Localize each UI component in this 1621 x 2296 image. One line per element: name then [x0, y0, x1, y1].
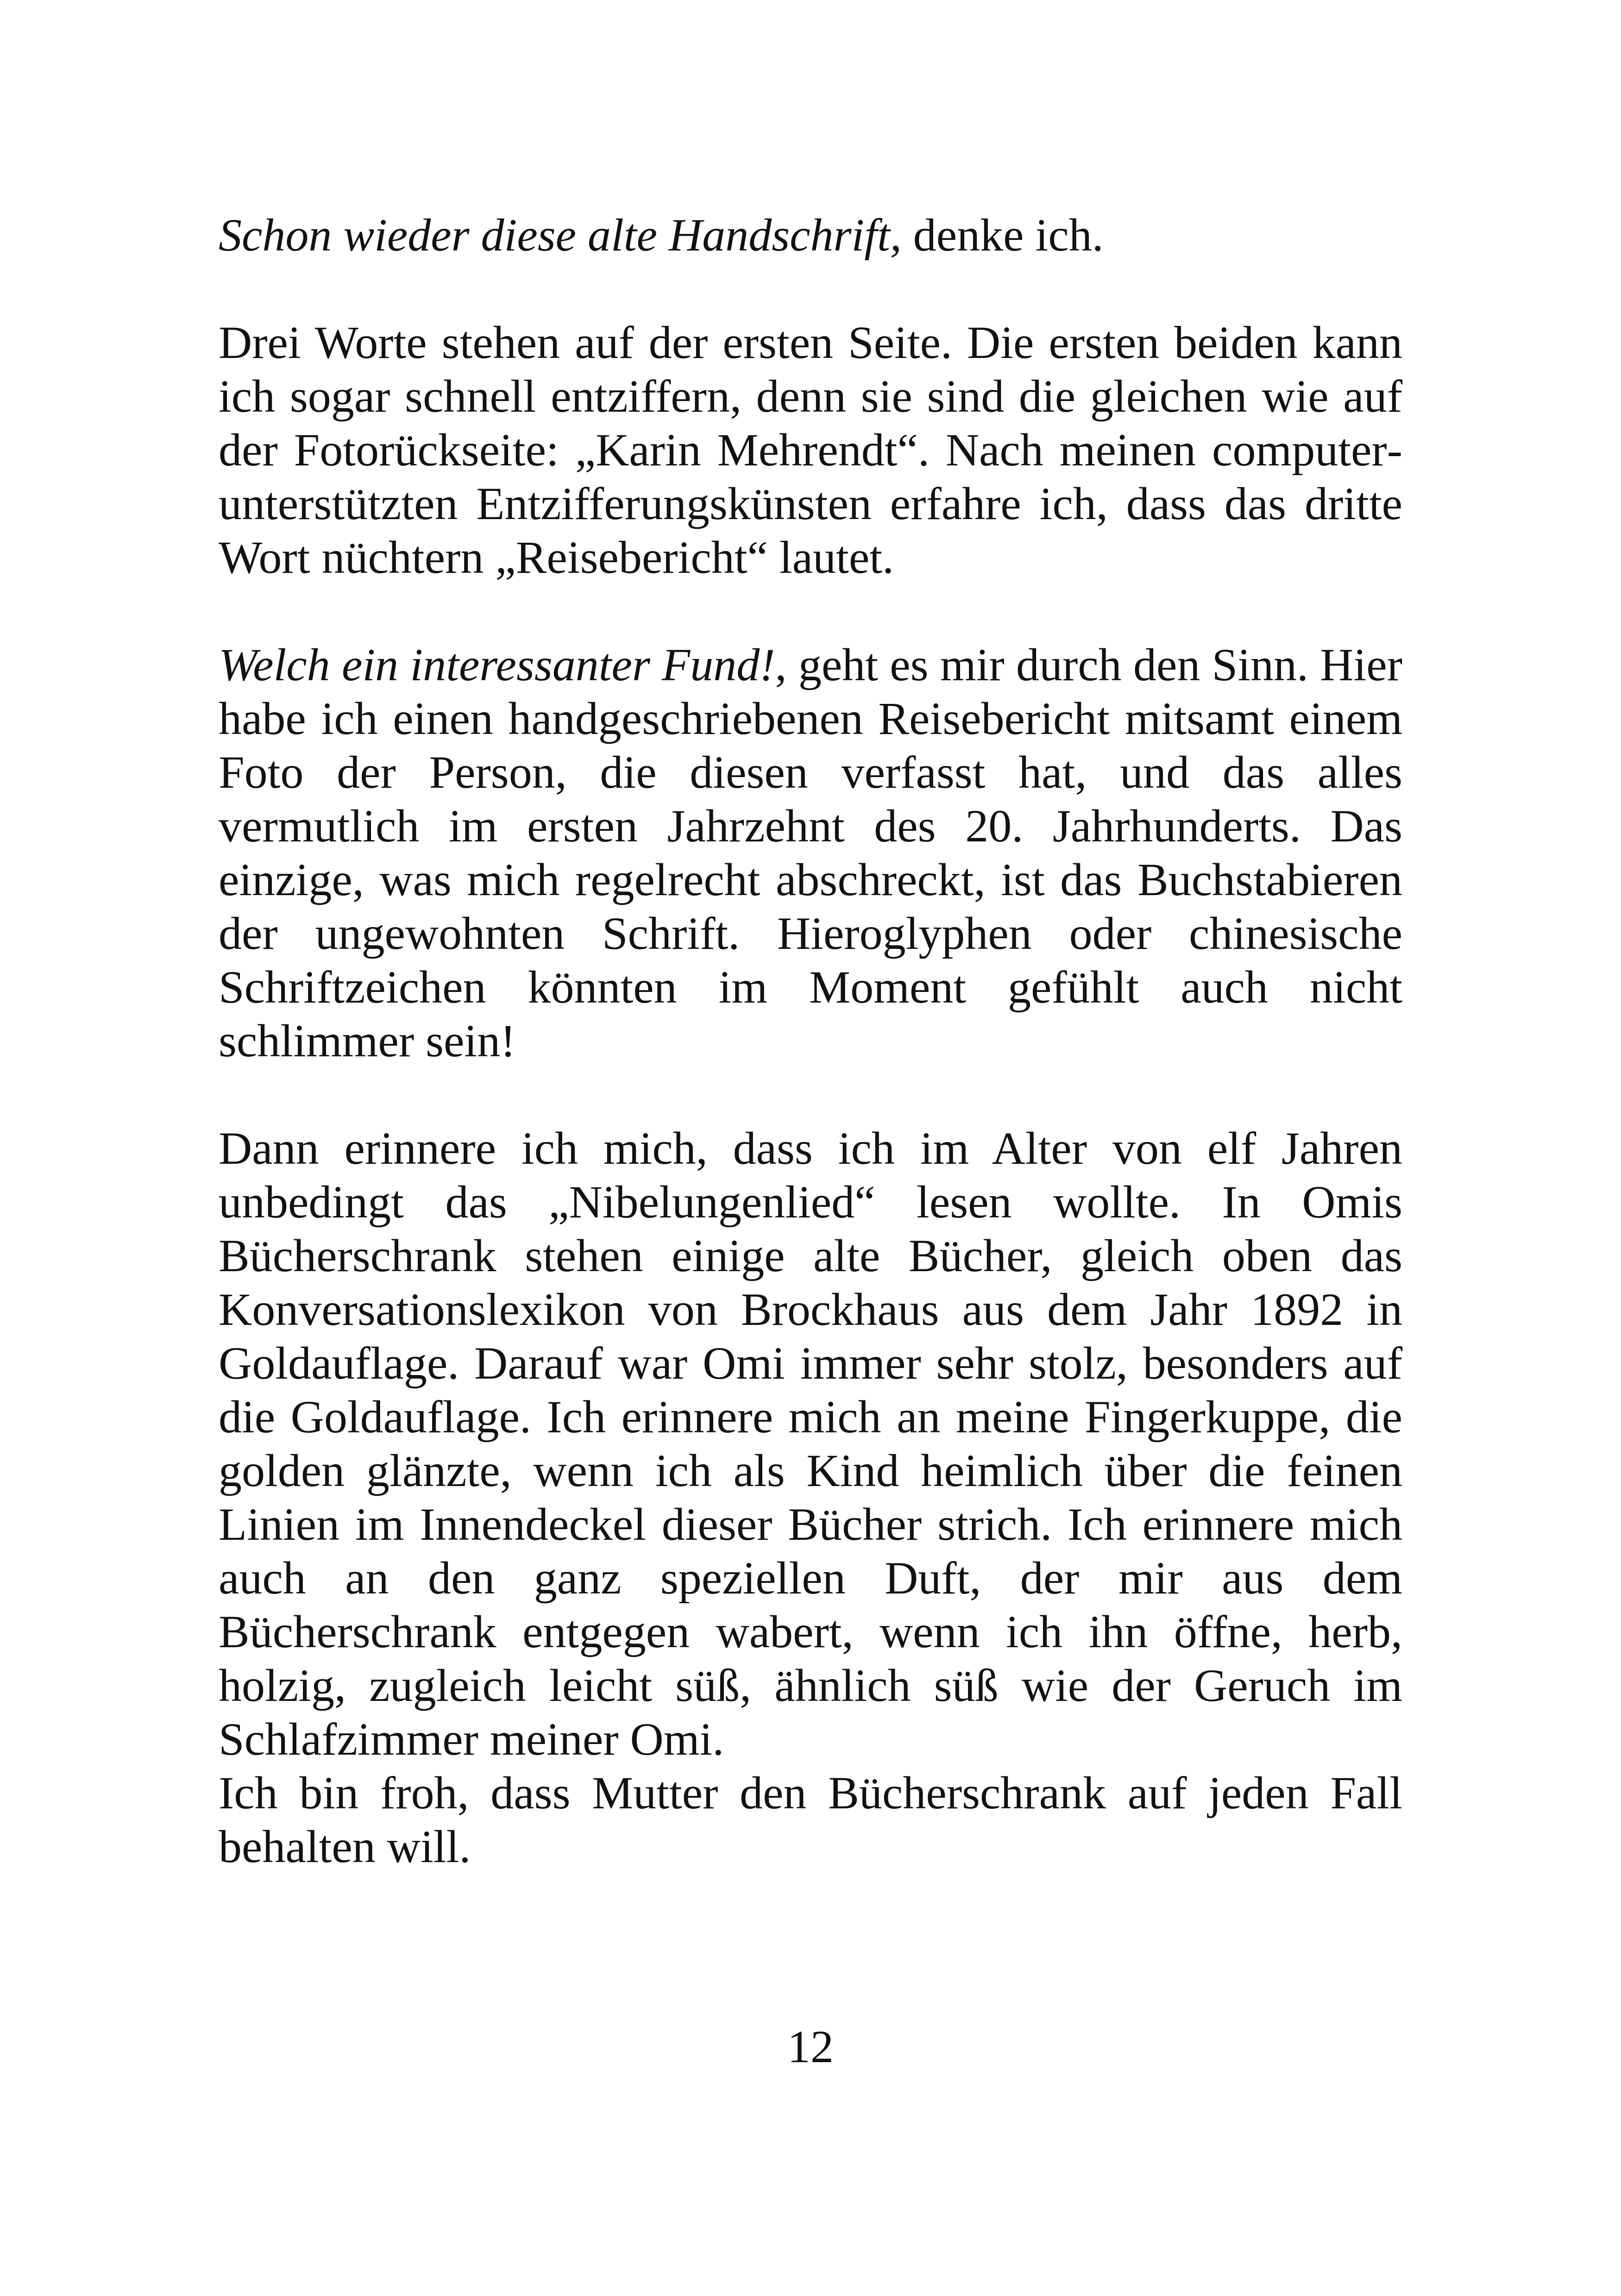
italic-thought-1: Schon wieder diese alte Handschrift, — [219, 209, 902, 261]
paragraph-3 — [219, 638, 1402, 1068]
page-number: 12 — [787, 2021, 834, 2072]
paragraph-1-rest: denke ich. — [901, 209, 1104, 261]
paragraph-1 — [219, 208, 1402, 262]
paragraph-5: Ich bin froh, dass Mutter den Bücherschrank auf jeden Fall behalten will. — [219, 1767, 1402, 1872]
paragraph-3-rest: , geht es mir durch den Sinn. Hier habe ich einen handgeschriebenen Reisebericht mitsamt einem Foto der Person, die diesen verfasst hat, und das alles vermutlich im ersten Jahrzehnt des 20. Jahrhunderts. Das einzige, was mich regelrecht abschreckt, ist das Buchstabieren der ungewohnten Schrift. Hieroglyphen oder chinesische Schriftzeichen könnten im Moment gefühlt auch nicht schlimmer sein! — [219, 639, 1402, 1066]
paragraph-2: Drei Worte stehen auf der ersten Seite. Die ersten beiden kann ich sogar schnell entziffern, denn sie sind die gleichen wie auf der Fotorückseite: „Karin Mehrendt“. Nach meinen computerunterstützten Entzifferungskünsten erfahre ich, dass das dritte Wort nüchtern „Reisebericht“ lautet. — [219, 317, 1402, 583]
paragraph-4: Dann erinnere ich mich, dass ich im Alter von elf Jahren unbedingt das „Nibelungenlied“ lesen wollte. In Omis Bücherschrank stehen einige alte Bücher, gleich oben das Konversationslexikon von Brockhaus aus dem Jahr 1892 in Goldauflage. Darauf war Omi immer sehr stolz, besonders auf die Goldauflage. Ich erinnere mich an meine Fingerkuppe, die golden glänzte, wenn ich als Kind heimlich über die feinen Linien im Innendeckel dieser Bücher strich. Ich erinnere mich auch an den ganz speziellen Duft, der mir aus dem Bücherschrank entgegen wabert, wenn ich ihn öffne, herb, holzig, zugleich leicht süß, ähnlich süß wie der Geruch im Schlafzimmer meiner Omi. — [219, 1123, 1402, 1765]
body-text — [219, 208, 1402, 1874]
italic-thought-2: Welch ein interessanter Fund! — [219, 639, 775, 690]
